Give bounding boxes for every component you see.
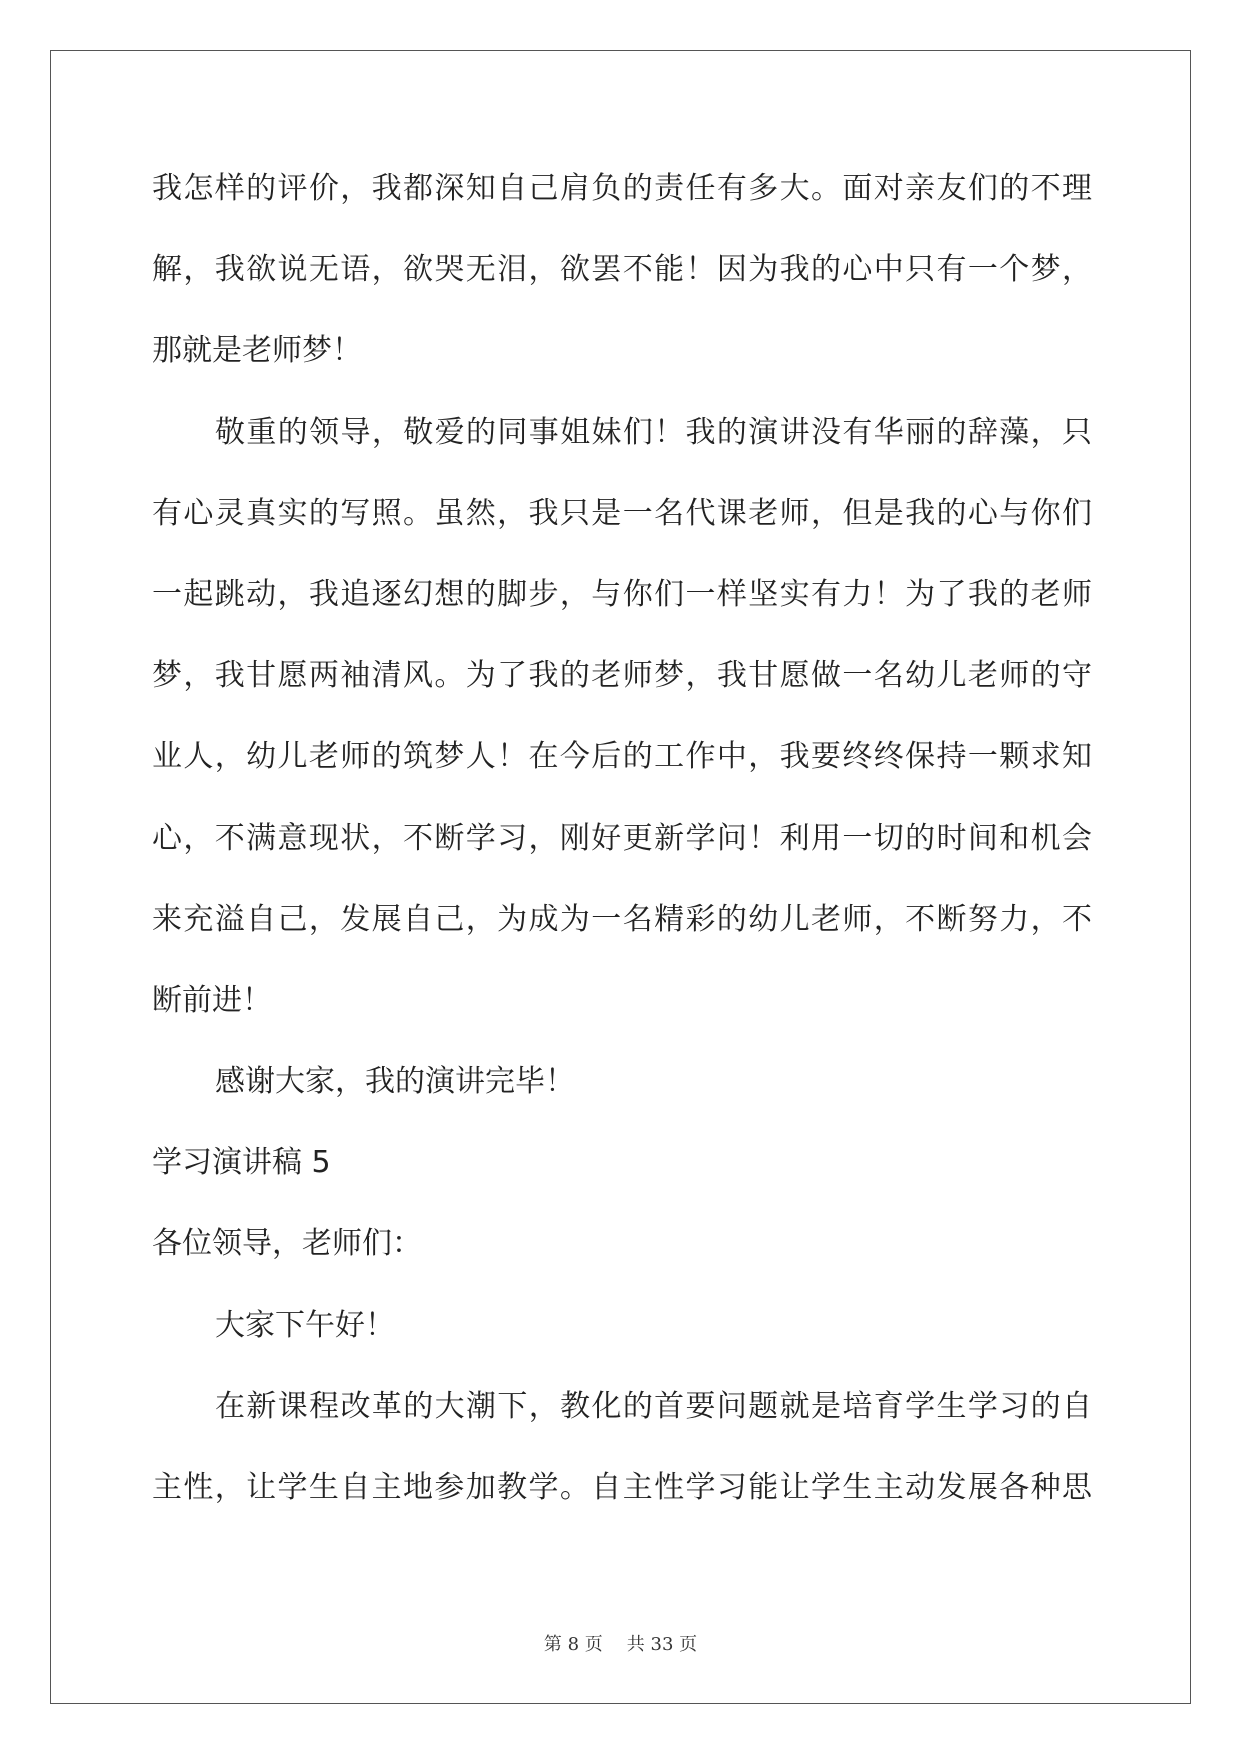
text-line: 解，我欲说无语，欲哭无泪，欲罢不能！因为我的心中只有一个梦，	[152, 252, 1092, 288]
text-line: 有心灵真实的写照。虽然，我只是一名代课老师，但是我的心与你们	[152, 495, 1092, 531]
paragraph-start-line: 敬重的领导，敬爱的同事姐妹们！我的演讲没有华丽的辞藻，只	[215, 414, 1092, 450]
page-footer	[0, 1630, 1241, 1656]
text-line: 梦，我甘愿两袖清风。为了我的老师梦，我甘愿做一名幼儿老师的守	[152, 658, 1092, 694]
paragraph-start-line: 感谢大家，我的演讲完毕！	[215, 1064, 575, 1100]
text-line: 断前进！	[152, 982, 272, 1018]
salutation-line: 各位领导，老师们：	[152, 1226, 422, 1262]
text-line: 我怎样的评价，我都深知自己肩负的责任有多大。面对亲友们的不理	[152, 171, 1092, 206]
paragraph-start-line: 在新课程改革的大潮下，教化的首要问题就是培育学生学习的自	[215, 1388, 1092, 1424]
section-heading: 学习演讲稿 5	[152, 1145, 331, 1181]
greeting-line: 大家下午好！	[215, 1307, 395, 1343]
text-line: 主性，让学生自主地参加教学。自主性学习能让学生主动发展各种思	[152, 1470, 1092, 1505]
page-total: 共 33 页	[626, 1634, 698, 1655]
text-line: 一起跳动，我追逐幻想的脚步，与你们一样坚实有力！为了我的老师	[152, 576, 1092, 612]
text-line: 心，不满意现状，不断学习，刚好更新学问！利用一切的时间和机会	[152, 820, 1092, 856]
text-line: 那就是老师梦！	[152, 333, 362, 369]
text-line: 业人，幼儿老师的筑梦人！在今后的工作中，我要终终保持一颗求知	[152, 739, 1092, 775]
text-line: 来充溢自己，发展自己，为成为一名精彩的幼儿老师，不断努力，不	[152, 901, 1092, 937]
document-body	[152, 159, 1092, 1539]
page-number: 第 8 页	[543, 1634, 603, 1655]
